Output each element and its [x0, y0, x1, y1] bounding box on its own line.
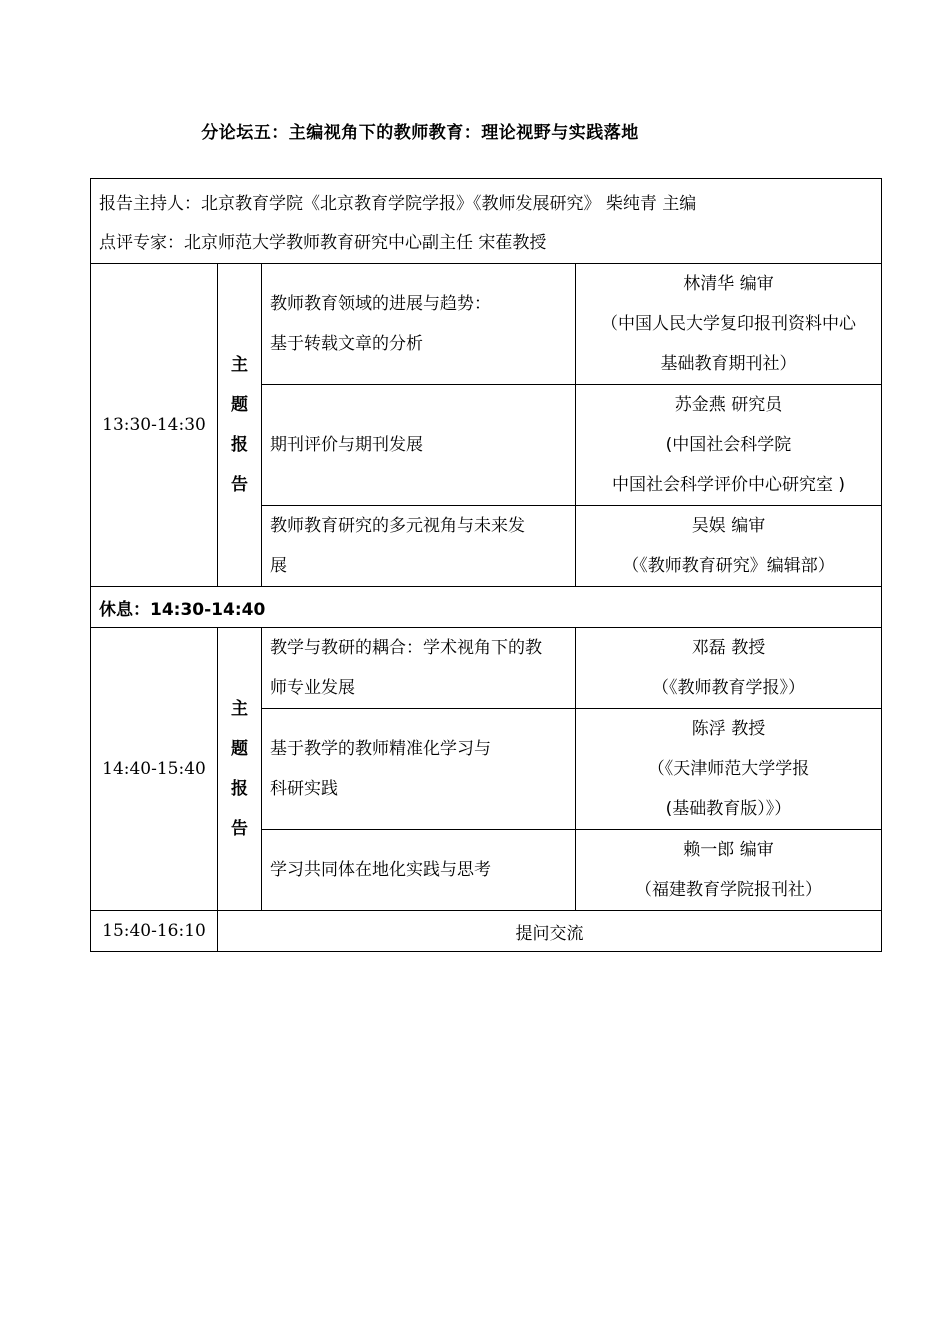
qa-label: 提问交流 — [218, 911, 882, 952]
moderator-text: 报告主持人：北京教育学院《北京教育学院学报》《教师发展研究》 柴纯青 主编 — [99, 194, 697, 214]
page-title: 分论坛五：主编视角下的教师教育：理论视野与实践落地 — [201, 123, 639, 143]
schedule-table — [90, 178, 882, 952]
talk-topic: 教学与教研的耦合：学术视角下的教 师专业发展 — [262, 628, 576, 709]
table-row — [91, 264, 882, 385]
session2-label: 主 题 报 告 — [218, 628, 262, 911]
qa-time: 15:40-16:10 — [91, 911, 218, 952]
commentator-text: 点评专家：北京师范大学教师教育研究中心副主任 宋萑教授 — [99, 233, 547, 253]
session2-time: 14:40-15:40 — [91, 628, 218, 911]
talk-speaker: 苏金燕 研究员 (中国社会科学院 中国社会科学评价中心研究室 ) — [576, 385, 882, 506]
talk-speaker: 赖一郎 编审 （福建教育学院报刊社） — [576, 830, 882, 911]
host-row — [91, 179, 882, 264]
talk-speaker: 邓磊 教授 （《教师教育学报》） — [576, 628, 882, 709]
session1-label: 主 题 报 告 — [218, 264, 262, 587]
talk-topic: 教师教育领域的进展与趋势： 基于转载文章的分析 — [262, 264, 576, 385]
table-row — [91, 628, 882, 709]
talk-speaker: 吴娱 编审 （《教师教育研究》编辑部） — [576, 506, 882, 587]
host-cell — [91, 179, 882, 264]
break-text: 休息：14:30-14:40 — [91, 587, 882, 628]
talk-speaker: 陈浮 教授 （《天津师范大学学报 (基础教育版）》） — [576, 709, 882, 830]
talk-topic: 学习共同体在地化实践与思考 — [262, 830, 576, 911]
talk-speaker: 林清华 编审 （中国人民大学复印报刊资料中心 基础教育期刊社） — [576, 264, 882, 385]
qa-row — [91, 911, 882, 952]
session1-time: 13:30-14:30 — [91, 264, 218, 587]
talk-topic: 教师教育研究的多元视角与未来发 展 — [262, 506, 576, 587]
talk-topic: 基于教学的教师精准化学习与 科研实践 — [262, 709, 576, 830]
talk-topic: 期刊评价与期刊发展 — [262, 385, 576, 506]
break-row — [91, 587, 882, 628]
